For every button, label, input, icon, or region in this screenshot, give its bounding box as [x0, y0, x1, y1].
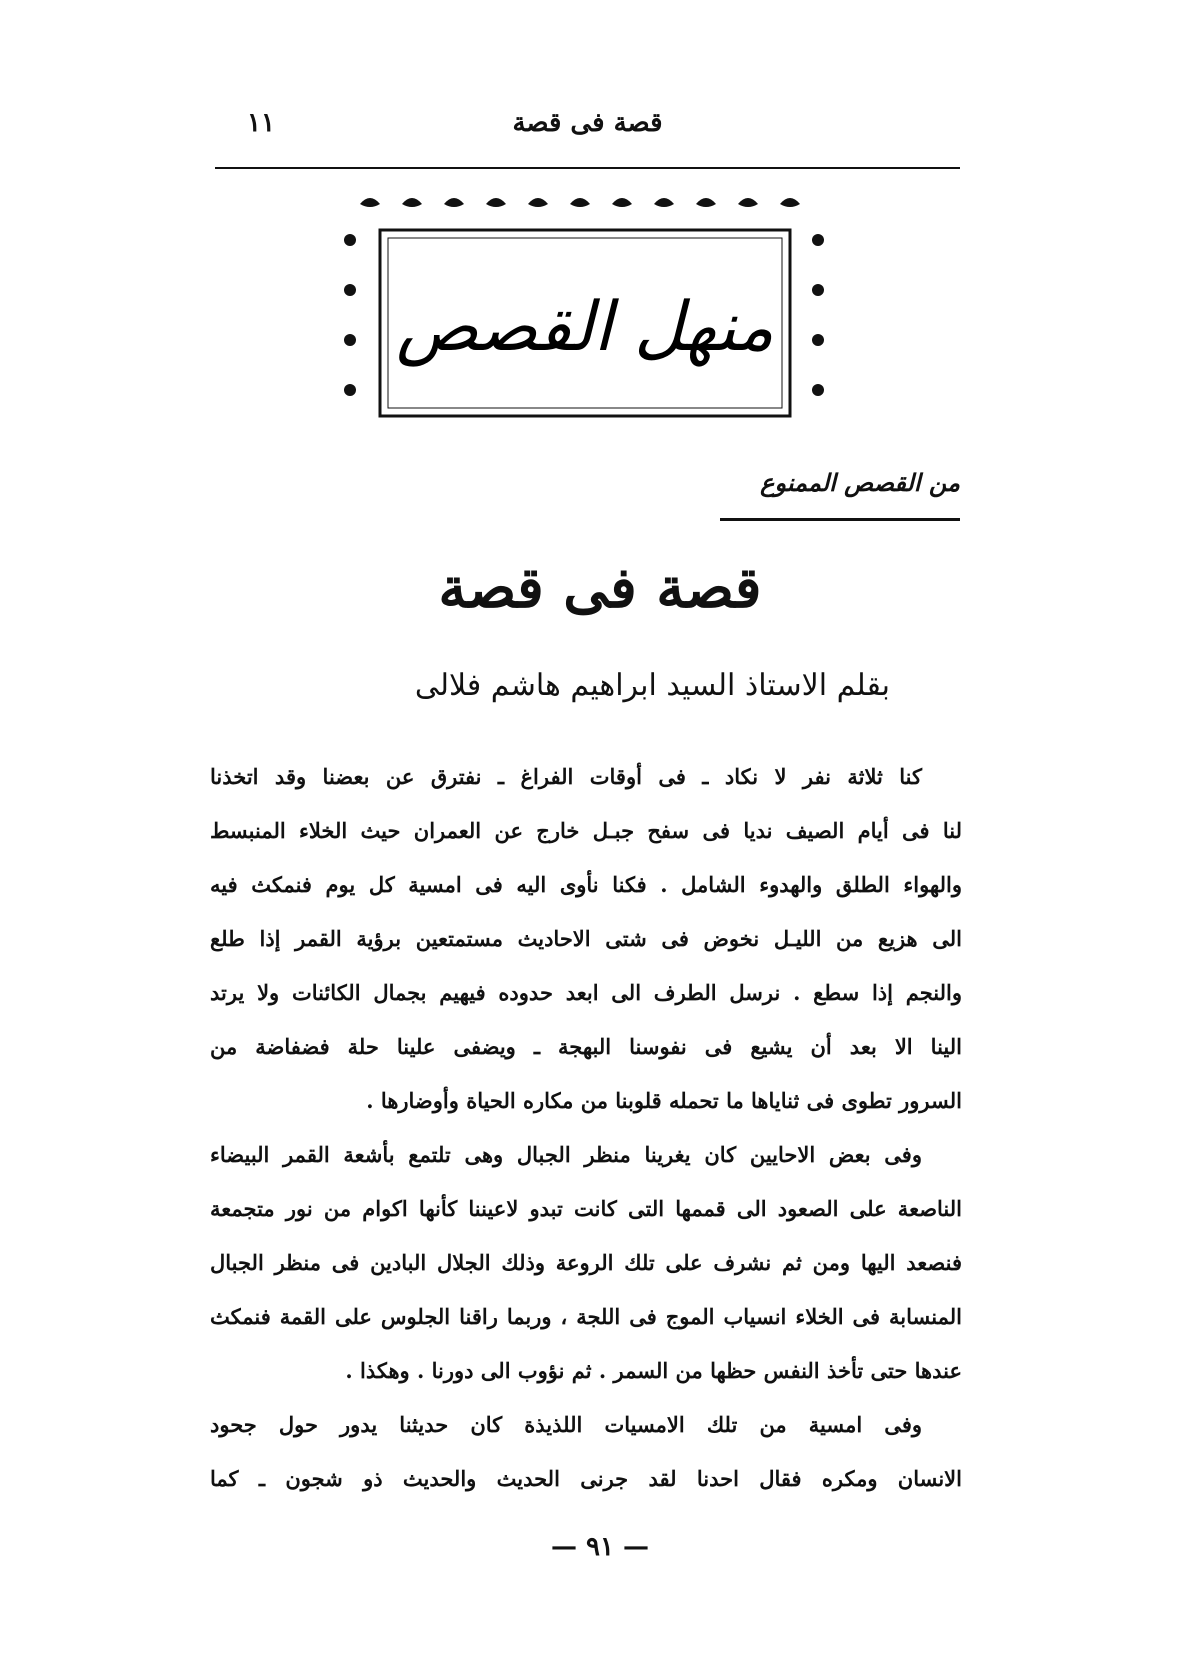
running-title: قصة فى قصة [512, 108, 663, 138]
body-line: والنجم إذا سطع . نرسل الطرف الى ابعد حدوده فيهيم بجمال الكائنات ولا يرتد [210, 980, 962, 1005]
header-rule [215, 167, 960, 169]
body-line: عندها حتى تأخذ النفس حظها من السمر . ثم نؤوب الى دورنا . وهكذا . [345, 1358, 962, 1383]
body-line: وفى امسية من تلك الامسيات اللذيذة كان حديثنا يدور حول جحود [210, 1412, 922, 1437]
body-line: الناصعة على الصعود الى قممها التى كانت تبدو لاعيننا كأنها اكوام من نور متجمعة [210, 1196, 962, 1221]
body-line: والهواء الطلق والهدوء الشامل . فكنا نأوى اليه فى امسية كل يوم فنمكث فيه [210, 872, 962, 897]
body-line: السرور تطوى فى ثناياها ما تحمله قلوبنا من مكاره الحياة وأوضارها . [366, 1088, 962, 1113]
body-line: لنا فى أيام الصيف نديا فى سفح جبـل خارج عن العمران حيث الخلاء المنبسط [210, 818, 962, 843]
story-body [210, 750, 962, 1506]
byline: بقلم الاستاذ السيد ابراهيم هاشم فلالى [414, 668, 890, 703]
calligraphy-title: منهل القصص [396, 288, 774, 367]
decorative-title-frame [340, 190, 830, 430]
body-line: المنسابة فى الخلاء انسياب الموج فى اللجة ، وربما راقنا الجلوس على القمة فنمكث [210, 1304, 962, 1329]
section-tag-rule [720, 518, 960, 521]
body-line: فنصعد اليها ومن ثم نشرف على تلك الروعة وذلك الجلال البادين فى منظر الجبال [210, 1250, 962, 1275]
page-number-top: ١١ [247, 108, 275, 138]
section-tag: من القصص الممنوع [760, 468, 960, 497]
body-line: وفى بعض الاحايين كان يغرينا منظر الجبال وهى تلتمع بأشعة القمر البيضاء [210, 1142, 922, 1167]
page-number-bottom: — ٩١ — [550, 1532, 650, 1562]
story-title: قصة فى قصة [438, 555, 762, 621]
body-line: الى هزيع من الليـل نخوض فى شتى الاحاديث مستمتعين برؤية القمر إذا طلع [210, 926, 962, 951]
body-line: الانسان ومكره فقال احدنا لقد جرنى الحديث والحديث ذو شجون ـ كما [210, 1466, 962, 1491]
body-line: كنا ثلاثة نفر لا نكاد ـ فى أوقات الفراغ ـ نفترق عن بعضنا وقد اتخذنا [210, 764, 922, 789]
body-line: الينا الا بعد أن يشيع فى نفوسنا البهجة ـ ويضفى علينا حلة فضفاضة من [210, 1034, 962, 1059]
running-head [215, 100, 960, 160]
